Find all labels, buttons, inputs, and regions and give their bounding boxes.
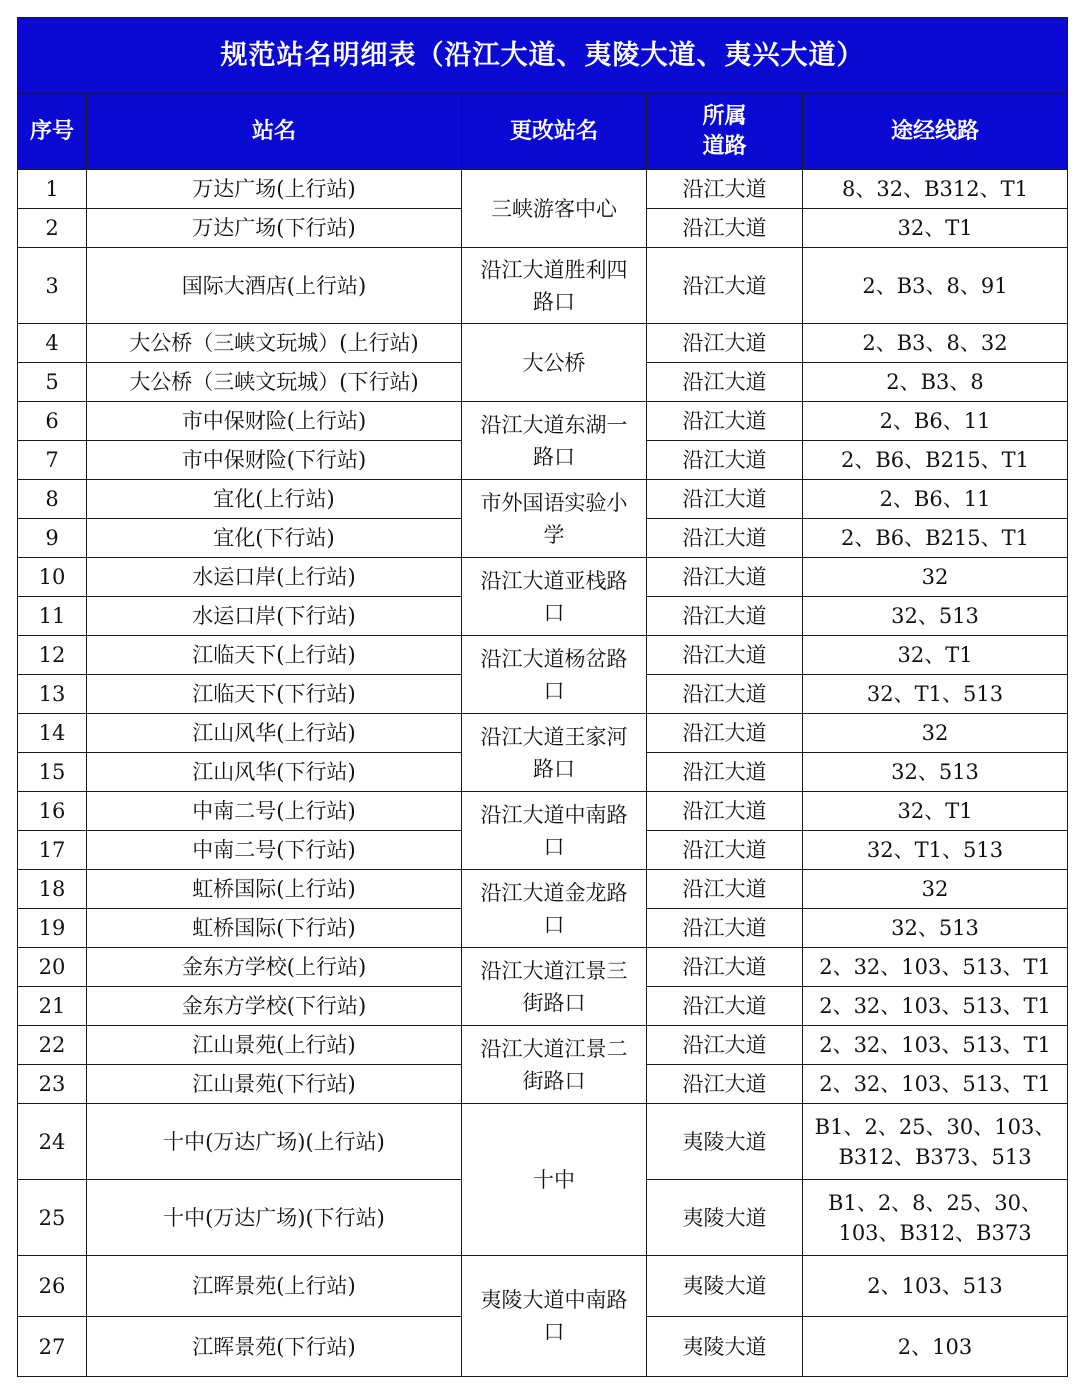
seq-cell: 6 [18,402,87,441]
header-seq: 序号 [18,94,87,170]
table-row [18,324,1068,363]
routes-cell: 2、32、103、513、T1 [803,987,1068,1026]
road-cell: 沿江大道 [647,753,803,792]
seq-cell: 24 [18,1104,87,1180]
new-name-cell: 沿江大道江景三街路口 [462,948,647,1026]
routes-cell: 32、T1、513 [803,831,1068,870]
road-cell: 沿江大道 [647,480,803,519]
station-cell: 万达广场(上行站) [87,170,462,209]
routes-cell: 2、B3、8 [803,363,1068,402]
routes-cell: 2、B3、8、91 [803,248,1068,324]
station-cell: 中南二号(上行站) [87,792,462,831]
road-cell: 沿江大道 [647,909,803,948]
station-cell: 江临天下(下行站) [87,675,462,714]
routes-cell: 32、T1 [803,792,1068,831]
seq-cell: 12 [18,636,87,675]
seq-cell: 27 [18,1317,87,1377]
road-cell: 沿江大道 [647,987,803,1026]
table-title: 规范站名明细表（沿江大道、夷陵大道、夷兴大道） [18,18,1068,94]
station-cell: 中南二号(下行站) [87,831,462,870]
road-cell: 沿江大道 [647,519,803,558]
routes-cell: 2、B6、11 [803,480,1068,519]
new-name-cell: 沿江大道胜利四路口 [462,248,647,324]
seq-cell: 26 [18,1256,87,1317]
seq-cell: 9 [18,519,87,558]
new-name-cell: 沿江大道杨岔路口 [462,636,647,714]
new-name-cell: 大公桥 [462,324,647,402]
routes-cell: 32 [803,870,1068,909]
station-cell: 江晖景苑(上行站) [87,1256,462,1317]
new-name-cell: 夷陵大道中南路口 [462,1256,647,1377]
seq-cell: 19 [18,909,87,948]
new-name-cell: 沿江大道东湖一路口 [462,402,647,480]
road-cell: 沿江大道 [647,558,803,597]
road-cell: 夷陵大道 [647,1317,803,1377]
road-cell: 沿江大道 [647,675,803,714]
routes-cell: 2、32、103、513、T1 [803,1026,1068,1065]
station-cell: 万达广场(下行站) [87,209,462,248]
seq-cell: 7 [18,441,87,480]
road-cell: 沿江大道 [647,209,803,248]
road-cell: 沿江大道 [647,248,803,324]
road-cell: 沿江大道 [647,363,803,402]
new-name-cell: 沿江大道王家河路口 [462,714,647,792]
new-name-cell: 十中 [462,1104,647,1256]
station-cell: 国际大酒店(上行站) [87,248,462,324]
station-cell: 宜化(下行站) [87,519,462,558]
station-cell: 江山景苑(下行站) [87,1065,462,1104]
seq-cell: 17 [18,831,87,870]
table-row [18,870,1068,909]
routes-cell: B1、2、8、25、30、103、B312、B373 [803,1180,1068,1256]
new-name-cell: 沿江大道亚栈路口 [462,558,647,636]
routes-cell: 2、B6、B215、T1 [803,441,1068,480]
routes-cell: 32、T1 [803,209,1068,248]
station-cell: 宜化(上行站) [87,480,462,519]
seq-cell: 3 [18,248,87,324]
road-cell: 沿江大道 [647,831,803,870]
seq-cell: 23 [18,1065,87,1104]
seq-cell: 22 [18,1026,87,1065]
table-row [18,948,1068,987]
seq-cell: 16 [18,792,87,831]
table-row [18,714,1068,753]
seq-cell: 11 [18,597,87,636]
road-cell: 沿江大道 [647,441,803,480]
routes-cell: 2、B6、B215、T1 [803,519,1068,558]
seq-cell: 8 [18,480,87,519]
header-road: 所属道路 [647,94,803,170]
routes-cell: 2、32、103、513、T1 [803,948,1068,987]
seq-cell: 1 [18,170,87,209]
new-name-cell: 沿江大道中南路口 [462,792,647,870]
table-row [18,248,1068,324]
table-row [18,636,1068,675]
routes-cell: 32、T1、513 [803,675,1068,714]
seq-cell: 15 [18,753,87,792]
station-cell: 市中保财险(上行站) [87,402,462,441]
table-row [18,792,1068,831]
road-cell: 沿江大道 [647,402,803,441]
station-cell: 江山风华(上行站) [87,714,462,753]
routes-cell: B1、2、25、30、103、B312、B373、513 [803,1104,1068,1180]
station-name-table [17,17,1068,1377]
station-cell: 大公桥（三峡文玩城）(下行站) [87,363,462,402]
table-row [18,558,1068,597]
seq-cell: 14 [18,714,87,753]
table-row [18,1104,1068,1180]
station-cell: 十中(万达广场)(下行站) [87,1180,462,1256]
road-cell: 沿江大道 [647,597,803,636]
station-cell: 虹桥国际(下行站) [87,909,462,948]
station-cell: 江临天下(上行站) [87,636,462,675]
seq-cell: 4 [18,324,87,363]
header-station: 站名 [87,94,462,170]
routes-cell: 32、T1 [803,636,1068,675]
routes-cell: 2、B6、11 [803,402,1068,441]
table-row [18,1026,1068,1065]
station-cell: 大公桥（三峡文玩城）(上行站) [87,324,462,363]
new-name-cell: 沿江大道江景二街路口 [462,1026,647,1104]
seq-cell: 20 [18,948,87,987]
table-row [18,402,1068,441]
routes-cell: 2、103 [803,1317,1068,1377]
station-cell: 市中保财险(下行站) [87,441,462,480]
station-cell: 金东方学校(下行站) [87,987,462,1026]
routes-cell: 32 [803,558,1068,597]
routes-cell: 32、513 [803,753,1068,792]
road-cell: 沿江大道 [647,870,803,909]
header-new-name: 更改站名 [462,94,647,170]
station-cell: 金东方学校(上行站) [87,948,462,987]
seq-cell: 10 [18,558,87,597]
routes-cell: 2、103、513 [803,1256,1068,1317]
seq-cell: 2 [18,209,87,248]
station-cell: 水运口岸(下行站) [87,597,462,636]
table-row [18,1256,1068,1317]
seq-cell: 25 [18,1180,87,1256]
header-routes: 途经线路 [803,94,1068,170]
routes-cell: 8、32、B312、T1 [803,170,1068,209]
routes-cell: 2、B3、8、32 [803,324,1068,363]
station-cell: 江山风华(下行站) [87,753,462,792]
road-cell: 沿江大道 [647,170,803,209]
station-cell: 虹桥国际(上行站) [87,870,462,909]
road-cell: 夷陵大道 [647,1256,803,1317]
new-name-cell: 三峡游客中心 [462,170,647,248]
new-name-cell: 沿江大道金龙路口 [462,870,647,948]
routes-cell: 32、513 [803,597,1068,636]
station-cell: 水运口岸(上行站) [87,558,462,597]
new-name-cell: 市外国语实验小学 [462,480,647,558]
seq-cell: 5 [18,363,87,402]
seq-cell: 13 [18,675,87,714]
road-cell: 沿江大道 [647,1026,803,1065]
station-cell: 江山景苑(上行站) [87,1026,462,1065]
road-cell: 沿江大道 [647,714,803,753]
station-cell: 十中(万达广场)(上行站) [87,1104,462,1180]
seq-cell: 21 [18,987,87,1026]
routes-cell: 32、513 [803,909,1068,948]
table-row [18,480,1068,519]
road-cell: 沿江大道 [647,636,803,675]
road-cell: 夷陵大道 [647,1180,803,1256]
seq-cell: 18 [18,870,87,909]
road-cell: 夷陵大道 [647,1104,803,1180]
routes-cell: 2、32、103、513、T1 [803,1065,1068,1104]
road-cell: 沿江大道 [647,792,803,831]
routes-cell: 32 [803,714,1068,753]
table-row [18,170,1068,209]
station-cell: 江晖景苑(下行站) [87,1317,462,1377]
road-cell: 沿江大道 [647,948,803,987]
road-cell: 沿江大道 [647,324,803,363]
road-cell: 沿江大道 [647,1065,803,1104]
